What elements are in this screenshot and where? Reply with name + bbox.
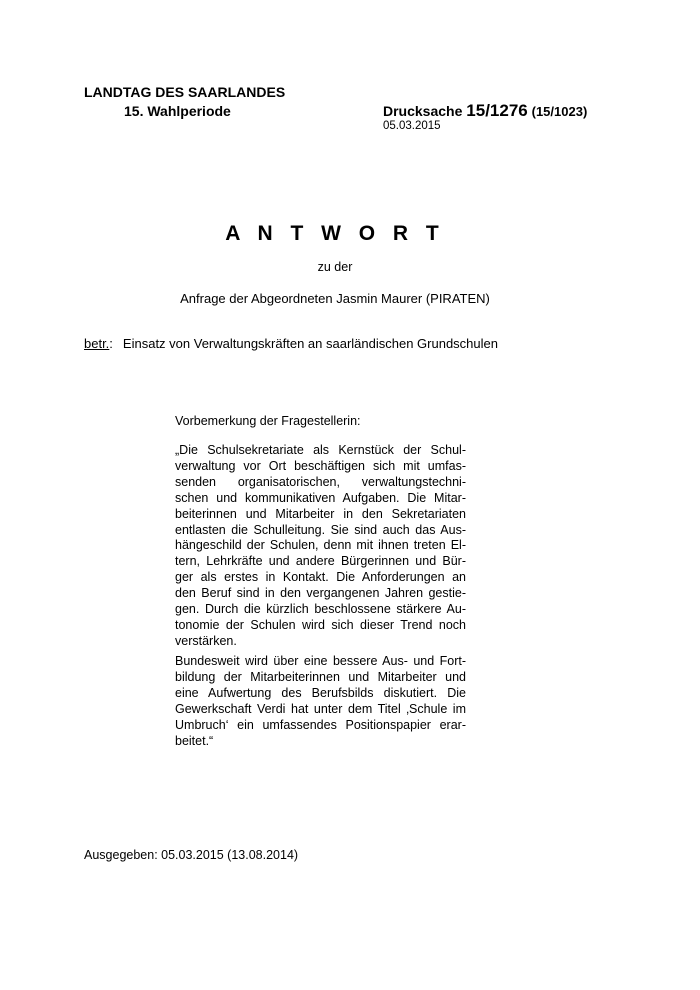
paragraph-line: tonomie der Schulen wird sich dieser Trend noch — [175, 617, 466, 632]
paragraph-line: Gewerkschaft Verdi hat unter dem Titel ‚Schule im — [175, 701, 466, 716]
paragraph-line: verstärken. — [175, 633, 237, 648]
paragraph-line: bildung der Mitarbeiterinnen und Mitarbeiter und — [175, 669, 466, 684]
inquiry-line: Anfrage der Abgeordneten Jasmin Maurer (PIRATEN) — [180, 291, 490, 306]
preface-paragraph-1 — [175, 443, 466, 650]
preface-paragraph-2 — [175, 654, 466, 749]
paragraph-line: Bundesweit wird über eine bessere Aus- und Fort- — [175, 654, 466, 668]
print-prev-number: (15/1023) — [531, 104, 588, 119]
paragraph-line: tern, Lehrkräfte und andere Bürgerinnen und Bür- — [175, 554, 466, 569]
paragraph-line: verwaltung vor Ort beschäftigen sich mit umfas- — [175, 458, 466, 473]
subject-line: betr.: Einsatz von Verwaltungskräften an saarländischen Grundschulen — [84, 336, 498, 351]
paragraph-line: beitet.“ — [175, 733, 214, 748]
paragraph-line: ger als erstes in Kontakt. Die Anforderungen an — [175, 570, 466, 585]
paragraph-line: senden organisatorischen, verwaltungstechni- — [175, 474, 466, 489]
legislative-period: 15. Wahlperiode — [124, 103, 231, 119]
paragraph-line: den Beruf sind in den vergangenen Jahren gestie- — [175, 586, 466, 601]
paragraph-line: hängeschild der Schulen, denn mit ihnen treten El- — [175, 538, 466, 553]
print-label: Drucksache — [383, 103, 463, 119]
paragraph-line: entlasten die Schulleitung. Sie sind auch das Aus- — [175, 522, 466, 537]
subject-label: betr. — [84, 336, 110, 351]
paragraph-line: beiterinnen und Mitarbeiter in den Sekretariaten — [175, 506, 466, 521]
subject-text: Einsatz von Verwaltungskräften an saarländischen Grundschulen — [122, 336, 498, 351]
print-date: 05.03.2015 — [383, 120, 441, 132]
print-reference — [383, 101, 587, 121]
document-title: A N T W O R T — [225, 222, 445, 245]
paragraph-line: „Die Schulsekretariate als Kernstück der Schul- — [175, 443, 466, 457]
paragraph-line: gen. Durch die kürzlich beschlossene stärkere Au- — [175, 602, 466, 617]
paragraph-line: schen und kommunikativen Aufgaben. Die Mitar- — [175, 490, 466, 505]
print-number: 15/1276 — [466, 101, 528, 120]
parliament-name: LANDTAG DES SAARLANDES — [84, 84, 286, 100]
document-subtitle: zu der — [317, 260, 353, 274]
issued-date: Ausgegeben: 05.03.2015 (13.08.2014) — [84, 848, 299, 862]
preface-heading: Vorbemerkung der Fragestellerin: — [175, 414, 361, 428]
paragraph-line: Umbruch‘ ein umfassendes Positionspapier erar- — [175, 717, 466, 732]
paragraph-line: eine Aufwertung des Berufsbilds diskutiert. Die — [175, 685, 466, 700]
